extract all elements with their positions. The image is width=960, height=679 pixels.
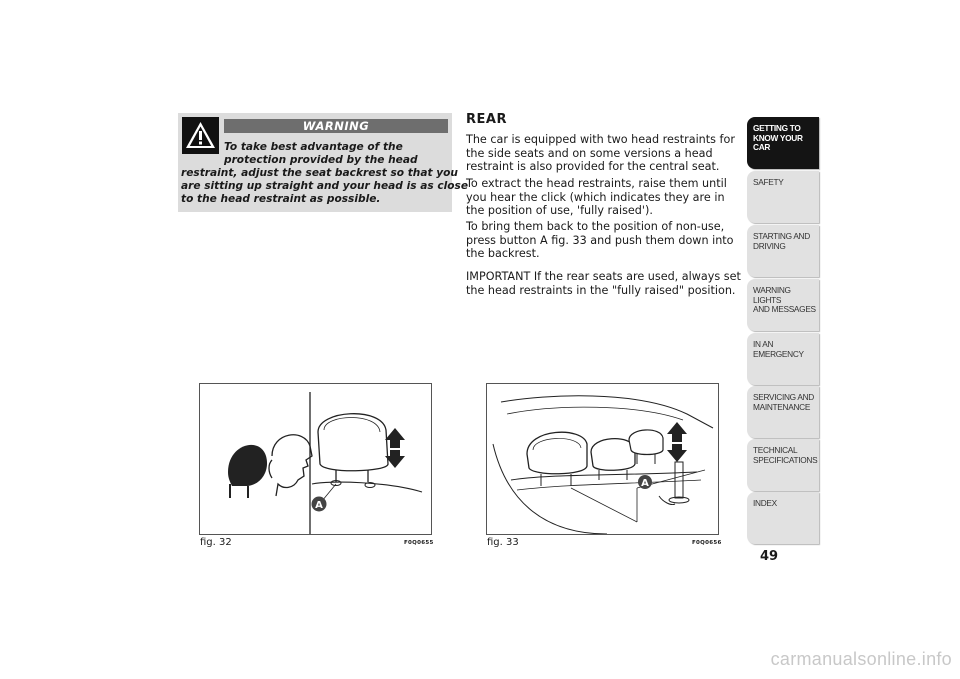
figure-caption: fig. 33: [487, 537, 519, 548]
figure-marker-a: A: [315, 500, 323, 511]
body-paragraph: IMPORTANT If the rear seats are used, always set the head restraints in the "fully raised" position.: [466, 270, 741, 297]
figure-code: F0Q0656: [692, 540, 722, 546]
warning-text-line: To take best advantage of the: [224, 141, 403, 153]
body-paragraph: To bring them back to the position of non-use, press button A fig. 33 and push them down into the backrest.: [466, 220, 734, 260]
tab-label: INDEX: [753, 498, 777, 508]
tab-label: TECHNICAL SPECIFICATIONS: [753, 445, 818, 465]
tab-technical-specifications[interactable]: [747, 439, 819, 491]
body-paragraph: To extract the head restraints, raise them until you hear the click (which indicates they are in the position of use, 'fully raised').: [466, 177, 727, 217]
figure-caption: fig. 32: [200, 537, 232, 548]
figure-code: F0Q0655: [404, 540, 434, 546]
tab-label: WARNING LIGHTS AND MESSAGES: [753, 285, 816, 315]
tab-label: GETTING TO KNOW YOUR CAR: [753, 123, 803, 153]
warning-header: WARNING: [224, 119, 448, 133]
body-paragraph: The car is equipped with two head restraints for the side seats and on some versions a head restraint is also provided for the central seat.: [466, 133, 735, 173]
section-title: REAR: [466, 112, 507, 127]
tab-label: SERVICING AND MAINTENANCE: [753, 392, 814, 412]
figure-32: [199, 383, 432, 535]
tab-safety[interactable]: [747, 171, 819, 223]
tab-index[interactable]: [747, 492, 819, 544]
page-number: 49: [760, 549, 779, 564]
figure-33: [486, 383, 719, 535]
tab-label: STARTING AND DRIVING: [753, 231, 810, 251]
figure-marker-a: A: [641, 478, 649, 489]
warning-text-line: to the head restraint as possible.: [181, 193, 381, 205]
tab-in-an-emergency[interactable]: [747, 333, 819, 385]
rear-seats-illustration: [487, 384, 718, 534]
warning-icon: [182, 117, 219, 154]
tab-label: SAFETY: [753, 177, 784, 187]
watermark: carmanualsonline.info: [770, 649, 952, 669]
warning-text-line: are sitting up straight and your head is as close: [181, 180, 469, 192]
warning-text-line: protection provided by the head: [224, 154, 418, 166]
warning-text-line: restraint, adjust the seat backrest so that you: [181, 167, 458, 179]
tab-getting-to-know-your-car[interactable]: [747, 117, 819, 169]
head-restraint-illustration: [200, 384, 431, 534]
tab-label: IN AN EMERGENCY: [753, 339, 804, 359]
tab-starting-and-driving[interactable]: [747, 225, 819, 277]
tab-servicing-and-maintenance[interactable]: [747, 386, 819, 438]
tab-warning-lights[interactable]: [747, 279, 819, 331]
